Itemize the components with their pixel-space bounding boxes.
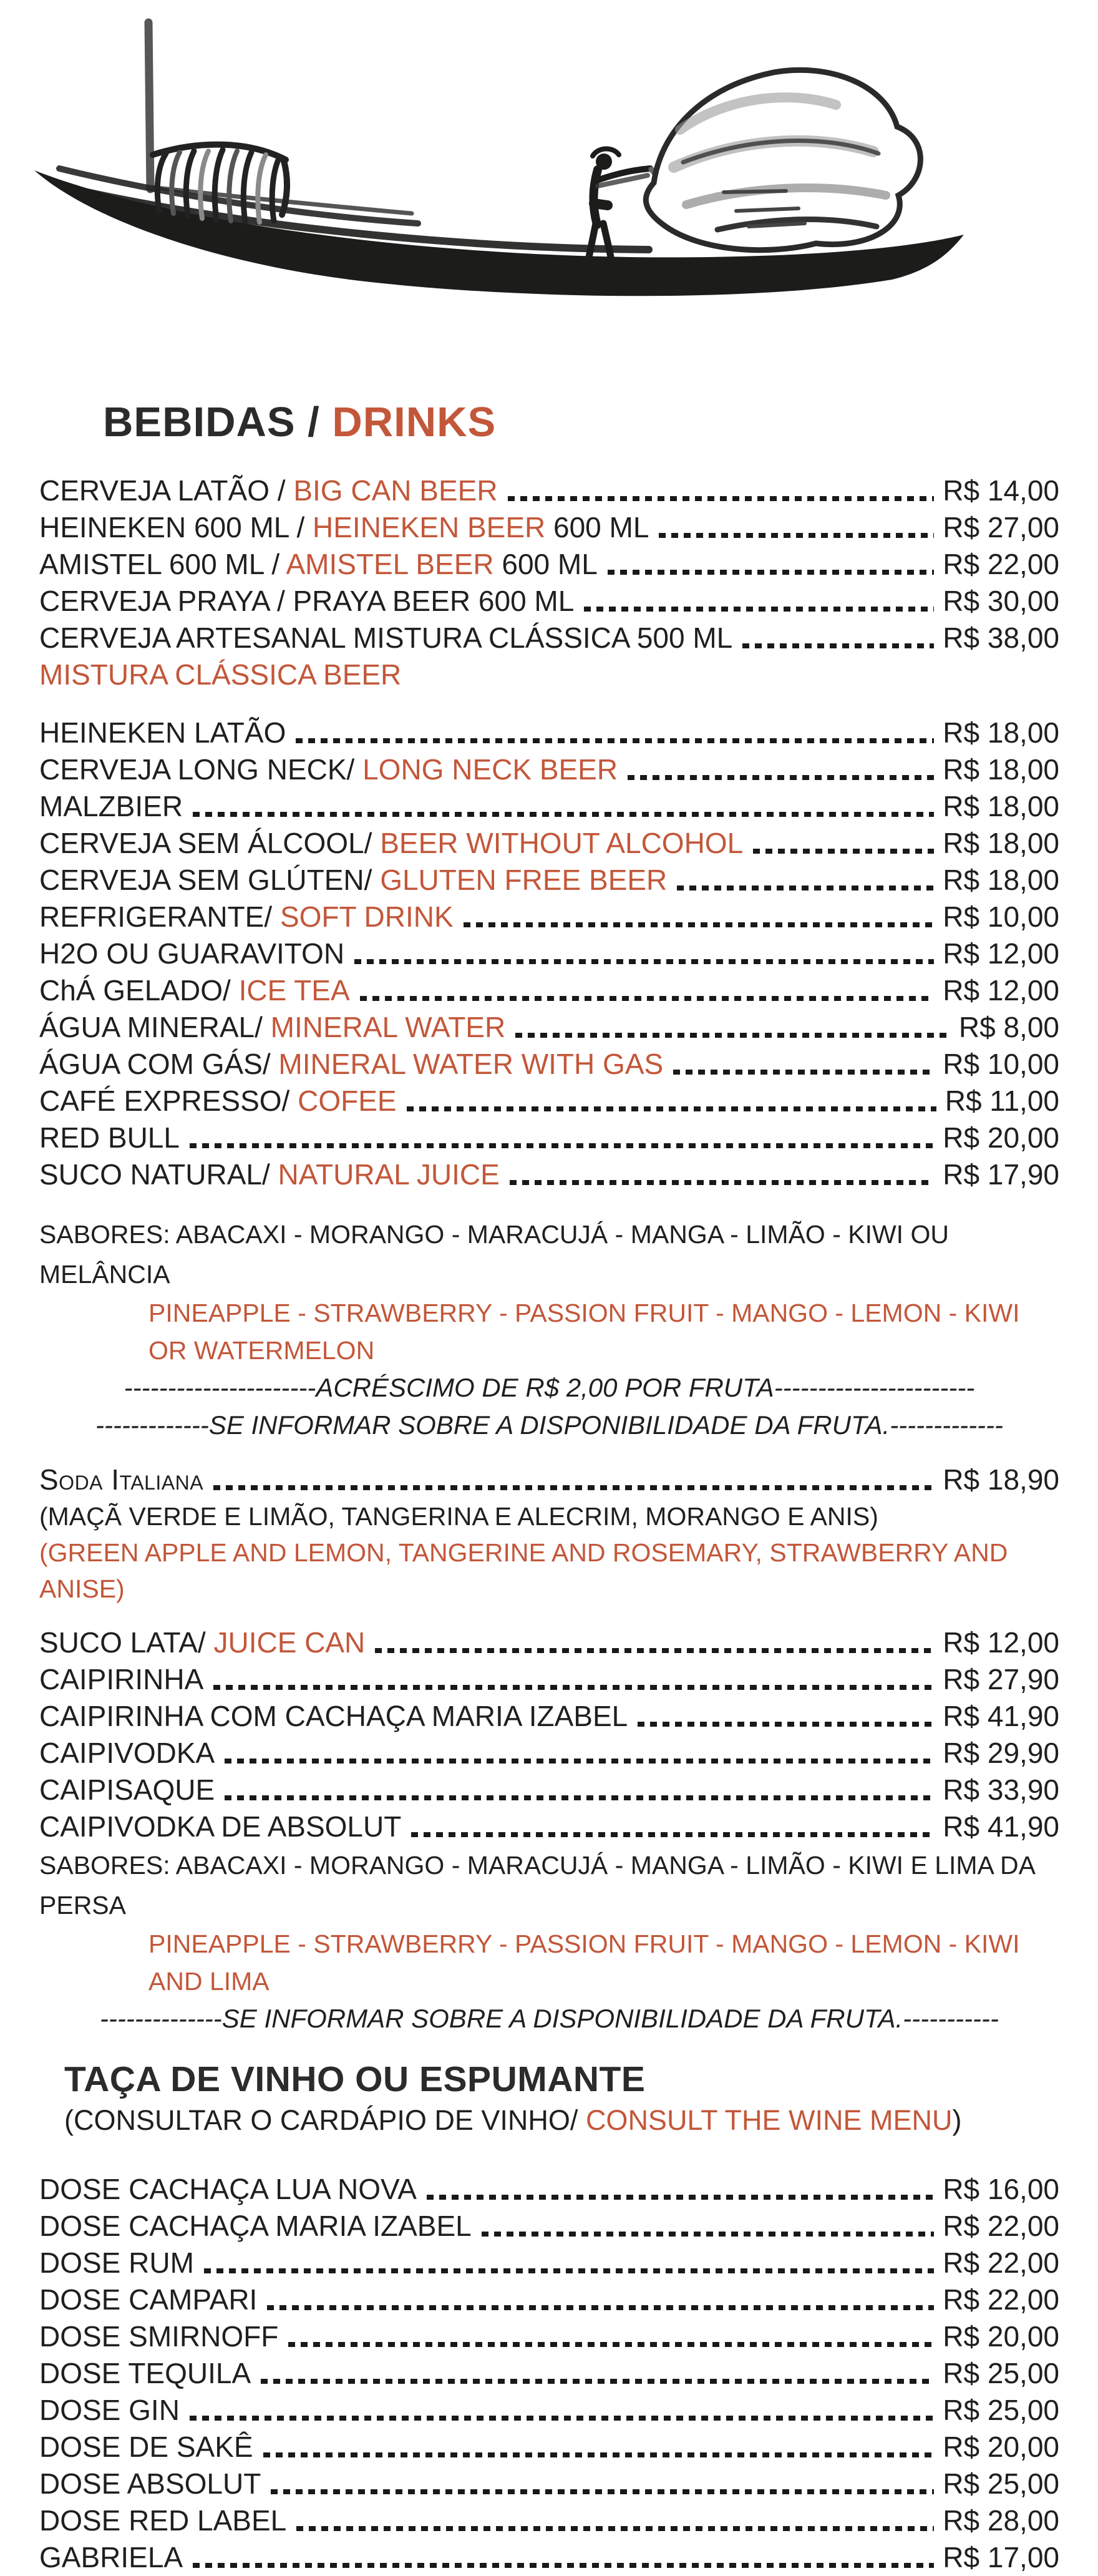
item-price: R$ 33,90 (943, 1773, 1059, 1806)
item-price: R$ 18,00 (943, 827, 1059, 859)
menu-group-flavors1 (39, 1214, 1059, 1444)
note-line: PINEAPPLE - STRAWBERRY - PASSION FRUIT - MANGO - LEMON - KIWI OR WATERMELON (148, 1299, 1020, 1365)
item-price: R$ 27,90 (943, 1663, 1059, 1695)
item-price: R$ 38,00 (943, 622, 1059, 654)
dotted-leader (296, 2526, 934, 2531)
item-name-pt: ÁGUA MINERAL/ (39, 1011, 271, 1043)
menu-item-row (39, 1624, 1059, 1661)
item-price: R$ 27,00 (943, 511, 1059, 544)
item-name-en: LONG NECK BEER (362, 753, 618, 786)
dotted-leader (638, 1722, 934, 1727)
menu-item-row (39, 825, 1059, 862)
dotted-leader (673, 1070, 934, 1075)
item-name (39, 472, 498, 509)
item-name (39, 715, 286, 751)
dotted-leader (263, 2452, 935, 2457)
item-name-pt: DOSE GIN (39, 2394, 180, 2426)
note-line: --------------SE INFORMAR SOBRE A DISPONIBILIDADE DA FRUTA.----------- (99, 2004, 999, 2033)
item-price: R$ 41,90 (943, 1700, 1059, 1732)
item-name (39, 1698, 628, 1735)
item-name-pt: DOSE ABSOLUT (39, 2467, 261, 2500)
dotted-leader (296, 738, 934, 743)
item-name-en-line2: MISTURA CLÁSSICA BEER (39, 658, 402, 691)
item-name-suffix: 600 ML (545, 511, 649, 544)
menu-item-row (39, 2392, 1059, 2429)
item-name-pt: DOSE DE SAKÊ (39, 2431, 253, 2463)
menu-item-row (39, 2355, 1059, 2392)
dotted-leader (190, 2416, 934, 2421)
dotted-leader (584, 607, 934, 612)
item-price: R$ 10,00 (943, 900, 1059, 933)
item-price: R$ 11,00 (945, 1085, 1059, 1117)
dotted-leader (225, 1759, 934, 1764)
item-name (39, 546, 598, 583)
item-name-pt: H2O OU GUARAVITON (39, 937, 345, 970)
item-name (39, 788, 183, 825)
dotted-leader (271, 2489, 934, 2494)
dotted-leader (213, 1485, 934, 1490)
item-name (39, 2502, 286, 2539)
dotted-leader (515, 1033, 950, 1038)
dotted-leader (204, 2268, 934, 2273)
item-name (39, 1009, 505, 1046)
item-name-pt: CERVEJA SEM ÁLCOOL/ (39, 827, 381, 859)
menu-item-row (39, 899, 1059, 935)
dotted-leader (407, 1106, 936, 1111)
page-title (103, 398, 1098, 446)
item-name-pt: DOSE RUM (39, 2247, 194, 2279)
item-name-en: NATURAL JUICE (278, 1158, 500, 1191)
section-subheading-close: ) (952, 2104, 962, 2136)
item-name-en: GLUTEN FREE BEER (380, 864, 668, 896)
item-price: R$ 12,00 (943, 1626, 1059, 1659)
dotted-leader (193, 812, 934, 817)
menu-item-row (39, 2539, 1059, 2576)
item-name-pt: CAIPISAQUE (39, 1773, 215, 1806)
item-name-pt: CAIPIVODKA DE ABSOLUT (39, 1810, 402, 1843)
item-name (39, 583, 574, 620)
item-price: R$ 20,00 (943, 2431, 1059, 2463)
menu-item-row (39, 1772, 1059, 1808)
item-name (39, 2355, 251, 2392)
note-line: (MAÇÃ VERDE E LIMÃO, TANGERINA E ALECRIM, MORANGO E ANIS) (39, 1502, 878, 1531)
item-price: R$ 22,00 (943, 548, 1059, 580)
item-name (39, 1661, 203, 1698)
item-price: R$ 14,00 (943, 474, 1059, 507)
item-name-en: COFEE (298, 1085, 397, 1117)
item-name-en: BIG CAN BEER (293, 474, 498, 507)
item-name (39, 862, 667, 899)
item-price: R$ 29,90 (943, 1737, 1059, 1769)
item-name-pt: CAIPIRINHA (39, 1663, 204, 1695)
page-title-en: DRINKS (332, 399, 497, 446)
menu-item-row (39, 1120, 1059, 1156)
dotted-leader (742, 643, 934, 648)
note-line: SABORES: ABACAXI - MORANGO - MARACUJÁ - MANGA - LIMÃO - KIWI OU MELÂNCIA (39, 1220, 949, 1289)
item-price: R$ 22,00 (943, 2210, 1059, 2242)
item-price: R$ 20,00 (943, 1121, 1059, 1154)
dotted-leader (360, 996, 935, 1001)
menu-item-row (39, 1698, 1059, 1735)
item-name (39, 1461, 203, 1498)
item-name-en: MINERAL WATER (270, 1011, 506, 1043)
dotted-leader (628, 775, 934, 780)
menu-item-row (39, 1156, 1059, 1193)
menu-item-row (39, 620, 1059, 656)
page-title-pt: BEBIDAS / (103, 399, 333, 446)
section-heading: TAÇA DE VINHO OU ESPUMANTE (64, 2059, 646, 2099)
item-name (39, 2429, 253, 2466)
menu-item-row (39, 935, 1059, 972)
dotted-leader (510, 1180, 934, 1185)
item-name (39, 2539, 183, 2576)
menu-item-row (39, 1808, 1059, 1845)
item-name-pt: ChÁ GELADO/ (39, 974, 239, 1007)
item-name-pt: CERVEJA LATÃO / (39, 474, 294, 507)
dotted-leader (190, 1143, 934, 1148)
item-name-pt: CAIPIRINHA COM CACHAÇA MARIA IZABEL (39, 1700, 628, 1732)
item-name (39, 2171, 417, 2208)
dotted-leader (375, 1648, 934, 1653)
dotted-leader (753, 849, 934, 854)
item-price: R$ 41,90 (943, 1810, 1059, 1843)
dotted-leader (193, 2563, 934, 2568)
section-subheading-pt: (CONSULTAR O CARDÁPIO DE VINHO/ (64, 2104, 586, 2136)
note-line: PINEAPPLE - STRAWBERRY - PASSION FRUIT - MANGO - LEMON - KIWI AND LIMA (148, 1930, 1020, 1996)
item-name-pt: CERVEJA PRAYA / PRAYA BEER 600 ML (39, 585, 575, 617)
item-name (39, 2466, 261, 2502)
item-price: R$ 22,00 (943, 2247, 1059, 2279)
item-name (39, 899, 454, 935)
menu-item-row (39, 2429, 1059, 2466)
menu-item-row (39, 1009, 1059, 1046)
item-name-pt: SUCO NATURAL/ (39, 1158, 278, 1191)
menu-item-row (39, 2171, 1059, 2208)
dotted-leader (411, 1832, 934, 1837)
item-name (39, 2208, 472, 2245)
item-price: R$ 25,00 (943, 2357, 1059, 2389)
menu-groups (0, 472, 1098, 2576)
dotted-leader (482, 2232, 935, 2237)
dotted-leader (508, 496, 935, 501)
menu-group-doses (39, 2171, 1059, 2576)
item-name (39, 1808, 401, 1845)
item-name-pt: CAIPIVODKA (39, 1737, 215, 1769)
fisherman-boat-illustration (0, 5, 1098, 379)
item-price: R$ 18,00 (943, 790, 1059, 822)
menu-item-row (39, 788, 1059, 825)
menu-group-wine (39, 2059, 1059, 2139)
dotted-leader (427, 2195, 934, 2200)
menu-item-row (39, 1661, 1059, 1698)
item-name-pt: CERVEJA SEM GLÚTEN/ (39, 864, 381, 896)
item-name (39, 1735, 215, 1772)
dotted-leader (677, 886, 934, 890)
item-name-pt: Soda Italiana (39, 1463, 204, 1496)
item-price: R$ 8,00 (958, 1011, 1059, 1043)
item-price: R$ 18,00 (943, 864, 1059, 896)
item-name-pt: DOSE TEQUILA (39, 2357, 251, 2389)
item-price: R$ 17,00 (943, 2541, 1059, 2574)
item-name-en: SOFT DRINK (279, 900, 454, 933)
item-name (39, 2392, 180, 2429)
item-name-pt: RED BULL (39, 1121, 180, 1154)
dotted-leader (608, 570, 934, 575)
item-price: R$ 16,00 (943, 2173, 1059, 2205)
section-subheading-en: CONSULT THE WINE MENU (585, 2104, 953, 2136)
item-name-pt: CAFÉ EXPRESSO/ (39, 1085, 298, 1117)
item-name (39, 972, 350, 1009)
item-name-pt: DOSE CACHAÇA LUA NOVA (39, 2173, 417, 2205)
dotted-leader (288, 2342, 934, 2347)
section-subheading (64, 2102, 1059, 2139)
item-name (39, 751, 618, 788)
dotted-leader (267, 2305, 934, 2310)
item-name-en: BEER WITHOUT ALCOHOL (380, 827, 744, 859)
menu-item-row (39, 2466, 1059, 2502)
menu-item-row (39, 972, 1059, 1009)
dotted-leader (261, 2379, 934, 2384)
item-name-pt: SUCO LATA/ (39, 1626, 214, 1659)
item-price: R$ 30,00 (943, 585, 1059, 617)
item-name-pt: DOSE SMIRNOFF (39, 2320, 279, 2353)
menu-item-row (39, 2281, 1059, 2318)
item-name-pt: HEINEKEN 600 ML / (39, 511, 313, 544)
menu-item-row (39, 751, 1059, 788)
dotted-leader (464, 922, 935, 927)
menu-item-row (39, 1735, 1059, 1772)
item-name (39, 1083, 397, 1120)
menu-item-row (39, 472, 1059, 509)
item-name (39, 1046, 663, 1083)
item-name-pt: DOSE CAMPARI (39, 2283, 258, 2316)
menu-group-soda (39, 1461, 1059, 1607)
dotted-leader (213, 1685, 934, 1690)
menu-group-beers-bottles (39, 472, 1059, 693)
item-name (39, 2281, 257, 2318)
item-name-pt: REFRIGERANTE/ (39, 900, 280, 933)
item-name-pt: CERVEJA LONG NECK/ (39, 753, 363, 786)
item-name-pt: CERVEJA ARTESANAL MISTURA CLÁSSICA 500 ML (39, 622, 733, 654)
menu-item-row (39, 2208, 1059, 2245)
item-name-en: HEINEKEN BEER (313, 511, 546, 544)
item-price: R$ 28,00 (943, 2504, 1059, 2537)
item-price: R$ 12,00 (943, 937, 1059, 970)
dotted-leader (225, 1795, 934, 1800)
item-price: R$ 10,00 (943, 1048, 1059, 1080)
drinks-menu-page (0, 5, 1098, 2574)
item-name-en: AMISTEL BEER (286, 548, 494, 580)
item-name-pt: DOSE CACHAÇA MARIA IZABEL (39, 2210, 472, 2242)
item-name-en: JUICE CAN (213, 1626, 366, 1659)
item-name-en: ICE TEA (238, 974, 350, 1007)
item-name (39, 935, 344, 972)
item-name (39, 1624, 365, 1661)
item-price: R$ 12,00 (943, 974, 1059, 1007)
item-name (39, 1156, 500, 1193)
item-price: R$ 18,00 (943, 716, 1059, 749)
item-price: R$ 25,00 (943, 2467, 1059, 2500)
menu-item-row (39, 2318, 1059, 2355)
item-name (39, 509, 649, 546)
item-name-pt: HEINEKEN LATÃO (39, 716, 286, 749)
menu-item-row (39, 1461, 1059, 1498)
item-name-pt: DOSE RED LABEL (39, 2504, 287, 2537)
menu-item-row (39, 583, 1059, 620)
menu-group-cocktails (39, 1624, 1059, 2037)
menu-item-row (39, 862, 1059, 899)
note-line: ----------------------ACRÉSCIMO DE R$ 2,00 POR FRUTA----------------------- (124, 1373, 975, 1402)
item-name (39, 2245, 194, 2281)
menu-item-row (39, 1046, 1059, 1083)
item-name (39, 825, 743, 862)
dotted-leader (354, 959, 934, 964)
note-line: (GREEN APPLE AND LEMON, TANGERINE AND ROSEMARY, STRAWBERRY AND ANISE) (39, 1538, 1008, 1603)
menu-item-row (39, 715, 1059, 751)
item-price: R$ 25,00 (943, 2394, 1059, 2426)
item-name (39, 2318, 278, 2355)
item-name-pt: GABRIELA (39, 2541, 183, 2574)
item-price: R$ 18,00 (943, 753, 1059, 786)
menu-item-row (39, 2245, 1059, 2281)
item-name (39, 1772, 215, 1808)
item-name-pt: ÁGUA COM GÁS/ (39, 1048, 279, 1080)
item-name-pt: MALZBIER (39, 790, 183, 822)
item-name-en: MINERAL WATER WITH GAS (278, 1048, 664, 1080)
note-line: SABORES: ABACAXI - MORANGO - MARACUJÁ - MANGA - LIMÃO - KIWI E LIMA DA PERSA (39, 1851, 1034, 1920)
item-name-suffix: 600 ML (493, 548, 598, 580)
item-price: R$ 18,90 (943, 1463, 1059, 1496)
menu-item-row (39, 509, 1059, 546)
menu-item-row (39, 2502, 1059, 2539)
item-name (39, 1120, 180, 1156)
dotted-leader (659, 533, 934, 538)
item-name-pt: AMISTEL 600 ML / (39, 548, 286, 580)
item-name (39, 620, 732, 656)
note-line: -------------SE INFORMAR SOBRE A DISPONIBILIDADE DA FRUTA.------------- (95, 1410, 1004, 1440)
item-price: R$ 22,00 (943, 2283, 1059, 2316)
menu-item-row (39, 1083, 1059, 1120)
menu-group-beers-soft-drinks (39, 715, 1059, 1193)
item-price: R$ 20,00 (943, 2320, 1059, 2353)
item-price: R$ 17,90 (943, 1158, 1059, 1191)
menu-item-row (39, 546, 1059, 583)
